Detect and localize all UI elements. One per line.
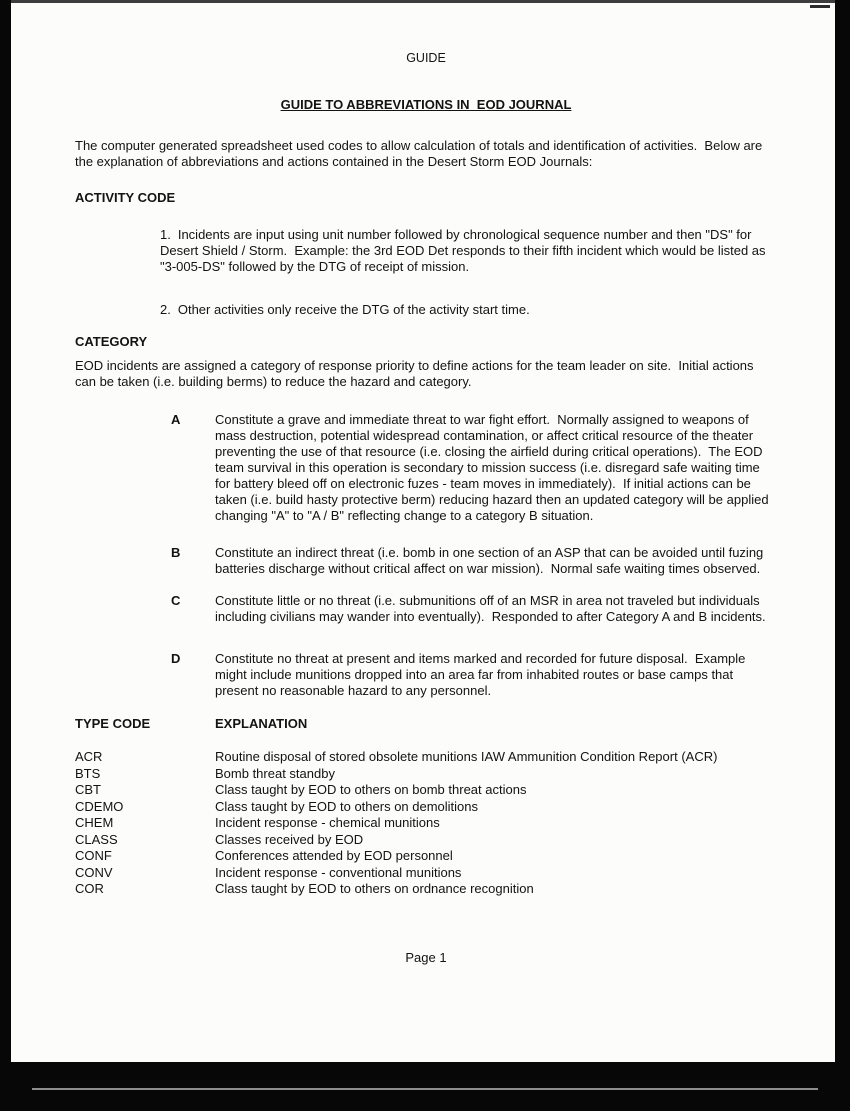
table-row xyxy=(75,749,777,766)
explanation-cell: Routine disposal of stored obsolete munitions IAW Ammunition Condition Report (ACR) xyxy=(215,749,718,764)
category-letter: C xyxy=(171,593,181,608)
activity-code-heading: ACTIVITY CODE xyxy=(75,190,176,205)
category-intro: EOD incidents are assigned a category of response priority to define actions for the team leader on site. Initial actions can be taken (i.e. building berms) to reduce the hazard and category. xyxy=(75,358,758,389)
category-heading: CATEGORY xyxy=(75,334,148,349)
explanation-column-header: EXPLANATION xyxy=(215,716,308,731)
explanation-cell: Conferences attended by EOD personnel xyxy=(215,848,453,863)
explanation-cell: Class taught by EOD to others on bomb threat actions xyxy=(215,782,527,797)
type-code-cell: BTS xyxy=(75,765,101,781)
activity-item-1 xyxy=(160,227,777,275)
type-code-cell: CONF xyxy=(75,848,112,863)
scan-edge-bottom xyxy=(0,1062,850,1111)
explanation-cell: Incident response - conventional munitions xyxy=(215,864,462,880)
type-code-cell: COR xyxy=(75,881,104,896)
table-row xyxy=(75,799,777,816)
category-text: Constitute no threat at present and items marked and recorded for future disposal. Example might include munitions dropped into an area far from inhabited routes or base camps that present no reasonable hazard to any personnel. xyxy=(215,651,750,698)
page-footer: Page 1 xyxy=(405,949,447,965)
type-code-cell: ACR xyxy=(75,749,103,764)
page-title: GUIDE TO ABBREVIATIONS IN EOD JOURNAL xyxy=(280,97,572,112)
type-code-cell: CDEMO xyxy=(75,798,124,814)
category-text: Constitute an indirect threat (i.e. bomb in one section of an ASP that can be avoided until fuzing batteries discharge without critical affect on war mission). Normal safe waiting times observed. xyxy=(215,545,767,576)
item-number: 2. xyxy=(160,302,171,317)
category-text: Constitute a grave and immediate threat to war fight effort. Normally assigned to weapons of mass destruction, potential widespread contamination, or affect critical resource of the theater preventing the use of that resource (i.e. closing the airfield during critical operations). The EOD team survival in this operation is secondary to mission success (i.e. disregard safe waiting time for battery bleed off on electronic fuzes - team moves in immediately). If initial actions can be taken (i.e. build hasty protective berm) reducing hazard then an updated category will be applied changing "A" to "A / B" reflecting change to a category B situation. xyxy=(215,412,773,523)
explanation-cell: Class taught by EOD to others on ordnance recognition xyxy=(215,881,534,896)
type-code-cell: CONV xyxy=(75,864,113,880)
explanation-cell: Incident response - chemical munitions xyxy=(215,815,440,830)
type-code-column-header: TYPE CODE xyxy=(75,716,151,731)
table-row xyxy=(75,832,777,849)
type-code-cell: CHEM xyxy=(75,815,114,830)
item-text: Incidents are input using unit number followed by chronological sequence number and then "DS" for Desert Shield / Storm. Example: the 3rd EOD Det responds to their fifth incident which would be listed as "3-005-DS" followed by the DTG of receipt of mission. xyxy=(160,227,770,274)
scan-artifact-streak xyxy=(32,1088,818,1090)
scan-edge-left xyxy=(0,0,11,1111)
table-row xyxy=(75,848,777,865)
category-text: Constitute little or no threat (i.e. submunitions off of an MSR in area not traveled but individuals including civilians may wander into eventually). Responded to after Category A and B incidents. xyxy=(215,593,766,624)
table-row xyxy=(75,766,777,783)
item-text: Other activities only receive the DTG of the activity start time. xyxy=(177,302,530,317)
category-item-d xyxy=(171,651,777,699)
item-number: 1. xyxy=(160,227,171,242)
intro-paragraph: The computer generated spreadsheet used codes to allow calculation of totals and identification of activities. Below are the explanation of abbreviations and actions contained in the Desert Storm EOD Journals: xyxy=(75,138,766,169)
table-row xyxy=(75,782,777,799)
type-code-cell: CLASS xyxy=(75,831,118,847)
type-code-rows xyxy=(75,749,777,898)
explanation-cell: Class taught by EOD to others on demolitions xyxy=(215,798,479,814)
category-item-b xyxy=(171,545,777,577)
document-content xyxy=(75,0,777,966)
type-code-cell: CBT xyxy=(75,782,101,797)
explanation-cell: Classes received by EOD xyxy=(215,831,364,847)
type-code-header-row xyxy=(75,716,777,732)
category-item-c xyxy=(171,593,777,625)
scan-artifact-dash xyxy=(810,5,830,8)
category-item-a xyxy=(171,412,777,524)
table-row xyxy=(75,865,777,882)
doc-header: GUIDE xyxy=(406,51,446,65)
activity-item-2 xyxy=(160,302,777,318)
type-code-table xyxy=(75,716,777,898)
category-letter: D xyxy=(171,651,181,666)
scan-edge-right xyxy=(835,0,850,1111)
category-letter: A xyxy=(171,412,181,427)
category-letter: B xyxy=(171,545,181,560)
table-row xyxy=(75,881,777,898)
explanation-cell: Bomb threat standby xyxy=(215,765,335,781)
table-row xyxy=(75,815,777,832)
